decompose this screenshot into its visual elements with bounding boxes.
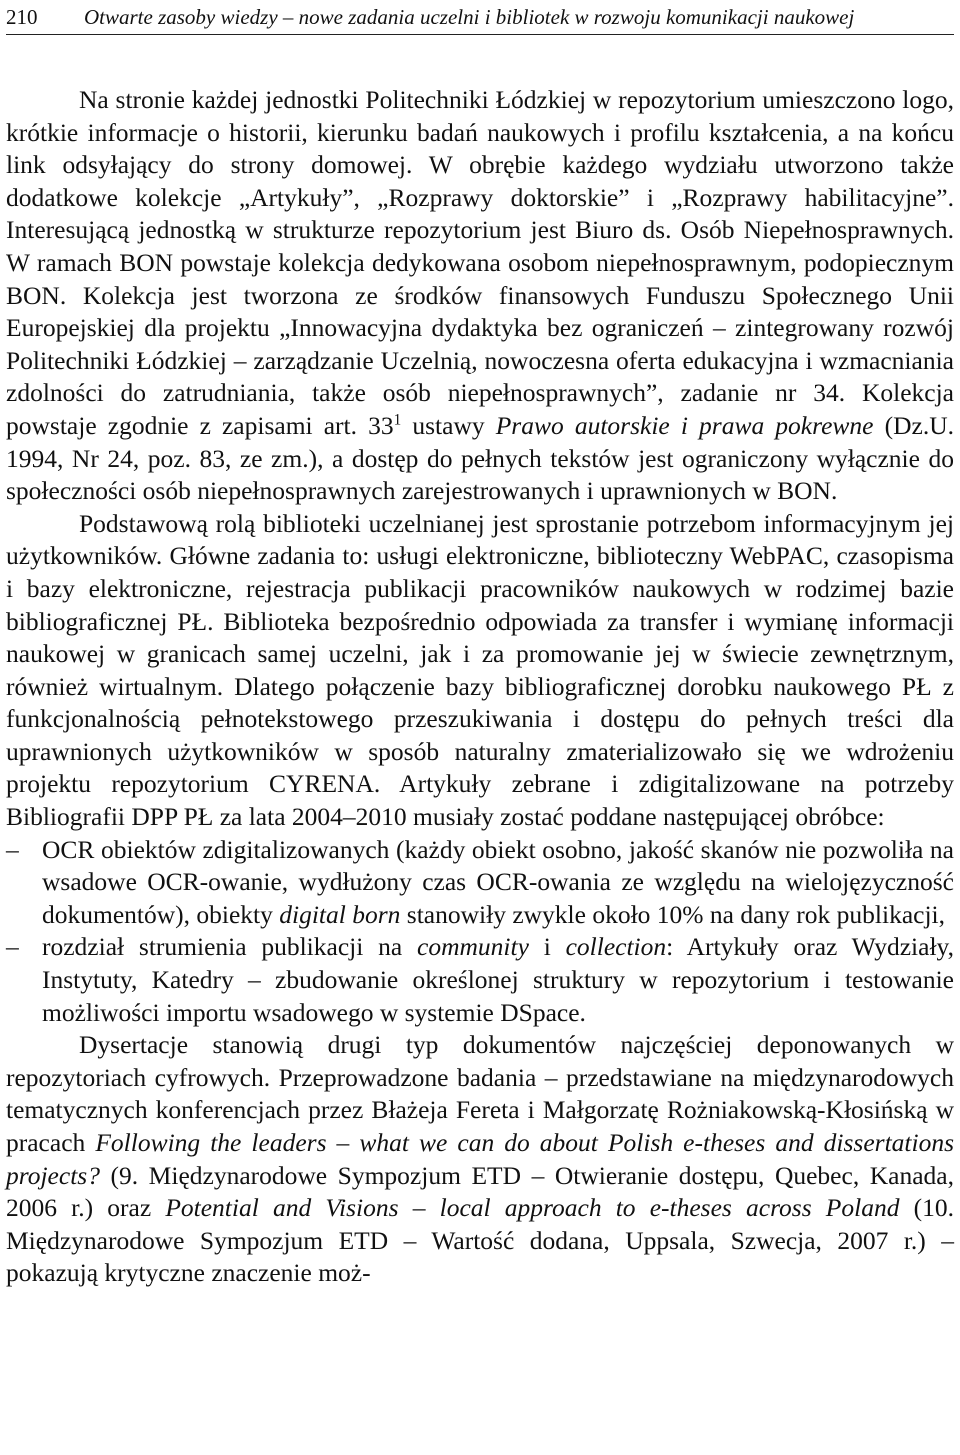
paragraph-text: Na stronie każdej jednostki Politechniki Łódzkiej w repozytorium umieszczono logo, krótkie informacje o historii, kierunku badań naukowych i profilu kształcenia, a na końcu link odsyłający do strony domowej. W obrębie każdego wydziału utworzono także dodatkowe kolekcje „Artykuły”, „Rozprawy doktorskie” i „Rozprawy habilitacyjne”. Interesującą jednostką w strukturze repozytorium jest Biuro ds. Osób Niepełnosprawnych. W ramach BON powstaje kolekcja dedykowana osobom niepełnosprawnym, podopiecznym BON. Kolekcja jest tworzona ze środków finansowych Funduszu Społecznego Unii Europejskiej dla projektu „Innowacyjna dydaktyka bez ograniczeń – zintegrowany rozwój Politechniki Łódzkiej – zarządzanie Uczelnią, nowoczesna oferta edukacyjna i wzmacniania zdolności do zatrudniania, także osób niepełnosprawnych”, zadanie nr 34. Kolekcja powstaje zgodnie z zapisami art. 33 [6, 85, 954, 440]
paragraph-text: Podstawową rolą biblioteki uczelnianej jest sprostanie potrzebom informacyjnym jej użytkowników. Główne zadania to: usługi elektroniczne, biblioteczny WebPAC, czasopisma i bazy elektroniczne, rejestracja publikacji pracowników naukowych w rodzimej bazie bibliograficznej PŁ. Biblioteka bezpośrednio odpowiada za transfer i wymianę informacji naukowej w granicach samej uczelni, jak i za promowanie jej w świecie zewnętrznym, również wirtualnym. Dlatego połączenie bazy bibliograficznej dorobku naukowego PŁ z funkcjonalnością pełnotekstowego przeszukiwania i dostępu do pełnych treści dla uprawnionych użytkowników w sposób naturalny zmaterializowało się we wdrożeniu projektu repozytorium CYRENA. Artykuły zebrane i zdigitalizowane na potrzeby Bibliografii DPP PŁ za lata 2004–2010 musiały zostać poddane następującej obróbce: [6, 508, 954, 832]
list-item-text: OCR obiektów zdigitalizowanych (każdy obiekt osobno, jakość skanów nie pozwoliła na wsadowe OCR-owanie, wydłużony czas OCR-owania ze względu na wielojęzyczność dokumentów), obiekty [42, 834, 954, 929]
list-item-text: rozdział strumienia publikacji na [42, 932, 417, 962]
paragraph-text: (9. Międzynarodowe Sympozjum ETD – Otwieranie dostępu, Quebec, Kanada, 2006 r.) oraz [6, 1160, 954, 1223]
list-item-text: : Artykuły oraz Wydziały, Instytuty, Katedry – zbudowanie określonej struktury w repozytorium i testowanie możliwości importu wsadowego w systemie DSpace. [42, 932, 954, 1027]
running-header [6, 0, 954, 35]
paragraph-library-role [6, 508, 954, 834]
paragraph-text: ustawy [401, 410, 496, 440]
italic-term: collection [565, 932, 667, 962]
paragraph-dissertations [6, 1029, 954, 1290]
list-item-text: stanowiły zwykle około 10% na dany rok publikacji, [400, 899, 946, 929]
list-item [6, 931, 954, 1029]
running-title: Otwarte zasoby wiedzy – nowe zadania uczelni i bibliotek w rozwoju komunikacji naukowej [84, 5, 855, 29]
page-body [6, 84, 954, 1290]
list-item [6, 834, 954, 932]
list-dash: – [6, 834, 19, 864]
processing-list [6, 834, 954, 1030]
italic-title: Potential and Visions – local approach to e-theses across Poland [165, 1193, 900, 1223]
list-item-text: i [528, 932, 566, 962]
paragraph-text: Dysertacje stanowią drugi typ dokumentów najczęściej deponowanych w repozytoriach cyfrowych. Przeprowadzone badania – przedstawiane na międzynarodowych tematycznych konferencjach przez Błażeja Fereta i Małgorzatę Rożniakowską-Kłosińską w pracach [6, 1030, 954, 1157]
list-dash: – [6, 932, 19, 962]
paragraph-bon-collection [6, 84, 954, 508]
page-number: 210 [6, 5, 38, 29]
italic-title: Prawo autorskie i prawa pokrewne [495, 410, 874, 440]
italic-term: digital born [279, 899, 401, 929]
paragraph-text: (10. Międzynarodowe Sympozjum ETD – Wartość dodana, Uppsala, Szwecja, 2007 r.) – pokazują krytyczne znaczenie moż- [6, 1193, 954, 1288]
italic-title: Following the leaders – what we can do about Polish e-theses and dissertations projects? [6, 1128, 955, 1190]
italic-term: community [417, 932, 529, 962]
paragraph-text: (Dz.U. 1994, Nr 24, poz. 83, ze zm.), a dostęp do pełnych tekstów jest ograniczony wyłącznie do społeczności osób niepełnosprawnych zarejestrowanych i uprawnionych w BON. [6, 410, 954, 506]
superscript: 1 [393, 411, 402, 429]
